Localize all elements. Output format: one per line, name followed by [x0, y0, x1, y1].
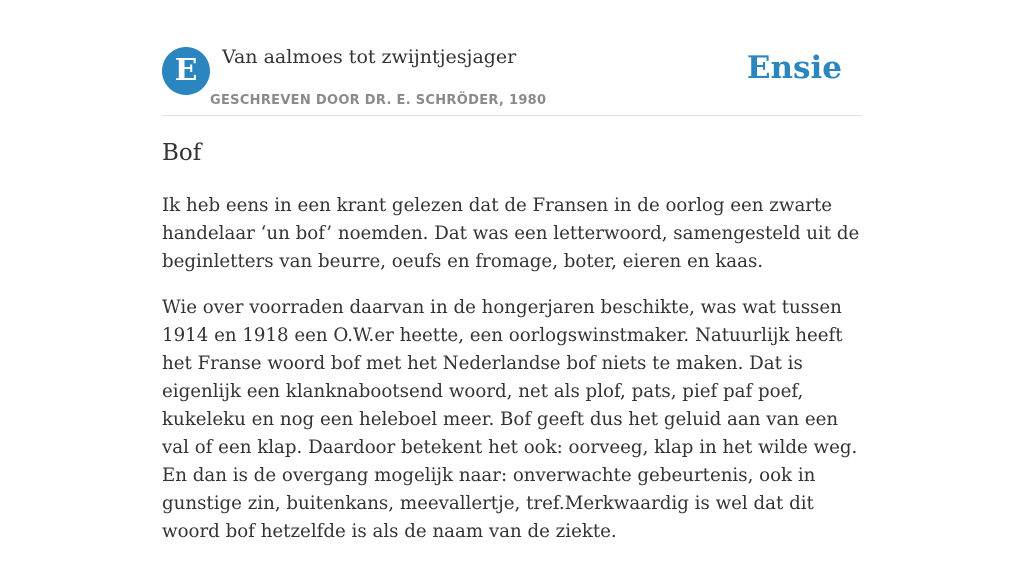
paragraph: Wie over voorraden daarvan in de hongerjaren beschikte, was wat tussen 1914 en 1918 een O.W.er heette, een oorlogswinstmaker. Natuurlijk heeft het Franse woord bof met het Nederlandse bof niets te maken. Dat is eigenlijk een klanknabootsend woord, net als plof, pats, pief paf poef, kukeleku en nog een heleboel meer. Bof geeft dus het geluid aan van een val of een klap. Daardoor betekent het ook: oorveeg, klap in het wilde weg. En dan is de overgang mogelijk naar: onverwachte gebeurtenis, ook in gunstige zin, buitenkans, meevallertje, tref.Merkwaardig is wel dat dit woord bof hetzelfde is als de naam van de ziekte. [162, 297, 858, 542]
paragraph: Ik heb eens in een krant gelezen dat de Fransen in de oorlog een zwarte handelaar ‘un bof’ noemden. Dat was een letterwoord, samengesteld uit de beginletters van beurre, oeufs en fromage, boter, eieren en kaas. [162, 195, 860, 272]
header [162, 0, 862, 116]
page [162, 0, 862, 542]
ensie-brand-link[interactable]: Ensie [746, 50, 842, 86]
ensie-e-logo-icon[interactable]: E [162, 47, 210, 95]
book-title[interactable]: Van aalmoes tot zwijntjesjager [222, 46, 517, 68]
author-byline: GESCHREVEN DOOR DR. E. SCHRÖDER, 1980 [210, 93, 547, 108]
entry-title: Bof [162, 140, 202, 166]
entry-body [162, 192, 862, 564]
